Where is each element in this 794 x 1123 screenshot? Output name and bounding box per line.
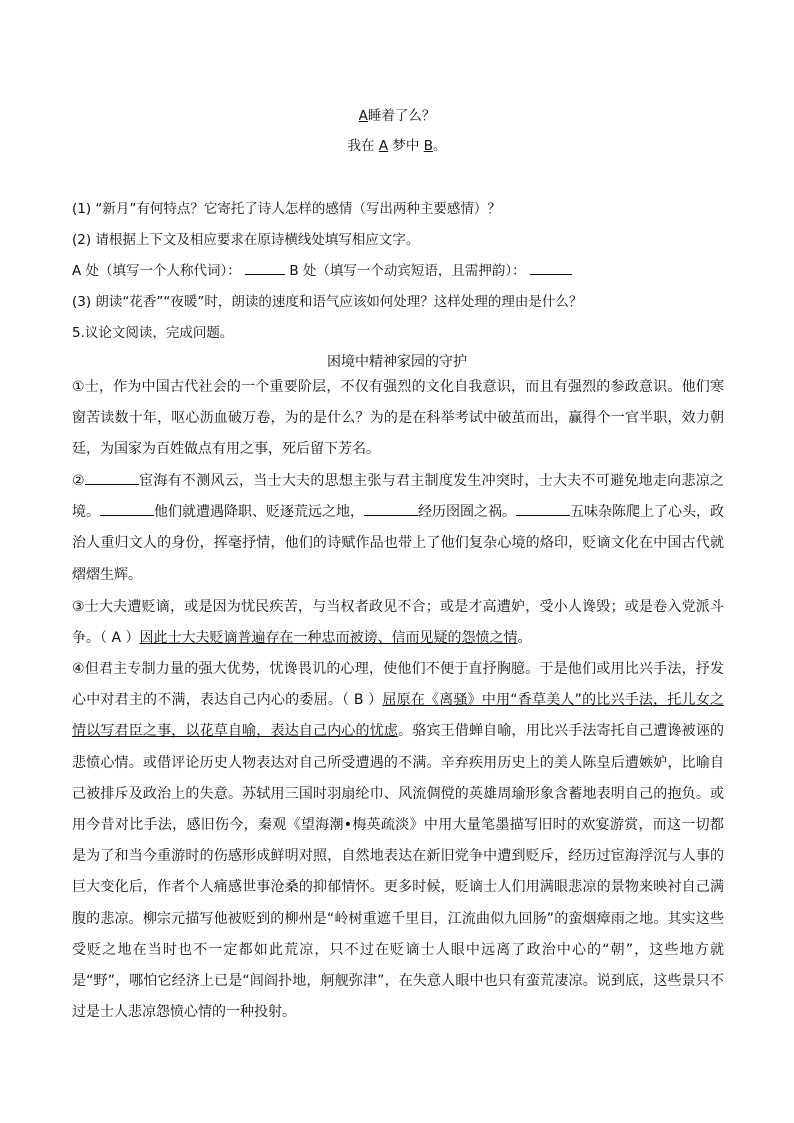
poem-line-2-pre: 我在 (347, 138, 379, 154)
article-blank-2[interactable] (100, 501, 154, 516)
poem-blank-a: A (358, 108, 368, 124)
paragraph-3-end: 。 (517, 630, 532, 647)
article-paragraph-2 (72, 466, 724, 591)
article-paragraph-1: ①士，作为中国古代社会的一个重要阶层，不仅有强烈的文化自我意识，而且有强烈的参政意识。他们寒窗苦读数十年，呕心沥血破万卷，为的是什么？为的是在科举考试中破茧而出，赢得个一官半职，效力朝廷，为国家为百姓做点有用之事，死后留下芳名。 (72, 379, 724, 458)
fill-a-blank[interactable] (245, 260, 285, 275)
question-3: (3) 朗读“花香”“夜暖”时，朗读的速度和语气应该如何处理？这样处理的理由是什么？ (72, 294, 583, 310)
paragraph-2-sentence-1: 宦海有不测风云，当士大夫的思想主张与君主制度发生冲突时，士大夫不可避免地走向悲凉之境。 (72, 473, 724, 521)
poem-blank-a: A (378, 138, 389, 154)
paragraph-4-intro: ④但君主专制力量的强大优势，忧谗畏讥的心理，使他们不便于直抒胸臆。于是他们或用比兴手法，抒发心中对君主的不满，表达自己内心的委屈。（ B ） (72, 661, 724, 709)
question-2: (2) 请根据上下文及相应要求在原诗横线处填写相应文字。 (72, 232, 420, 248)
paragraph-2-sentence-2: 他们就遭遇降职、贬逐荒远之地， (154, 504, 364, 521)
poem-line-2 (0, 134, 794, 154)
paragraph-2-sentence-4: 五味杂陈爬上了心头，政治人重归文人的身份，挥毫抒情，他们的诗赋作品也带上了他们复杂心境的烙印，贬谪文化在中国古代就熠熠生辉。 (72, 504, 724, 583)
paragraph-2-number: ② (72, 473, 85, 489)
paragraph-4-body: 。骆宾王借蝉自喻，用比兴手法寄托自己遭谗被诬的悲愤心情。或借评论历史人物表达对自己所受遭遇的不满。辛弃疾用历史上的美人陈皇后遭嫉妒，比喻自己被排斥及政治上的失意。苏轼用三国时羽扇纶巾、风流倜傥的英雄周瑜形象含蓄地表明自己的抱负。或用今昔对比手法，感旧伤今，秦观《望海潮•梅英疏淡》中用大量笔墨描写旧时的欢宴游赏，而这一切都是为了和当今重游时的伤感形成鲜明对照，自然地表达在新旧党争中遭到贬斥，经历过宦海浮沉与人事的巨大变化后，作者个人痛感世事沧桑的抑郁情怀。更多时候，贬谪士人们用满眼悲凉的景物来映衬自己满腹的悲凉。柳宗元描写他被贬到的柳州是“岭树重遮千里目，江流曲似九回肠”的蛮烟瘴雨之地。其实这些受贬之地在当时也不一定都如此荒凉，只不过在贬谪士人眼中远离了政治中心的“朝”，这些地方就是“野”，哪怕它经济上已是“闾阎扑地，舸舰弥津”，在失意人眼中也只有蛮荒凄凉。说到底，这些景只不过是士人悲凉怨愤心情的一种投射。 (72, 723, 725, 1021)
poem-line-1 (0, 104, 794, 124)
fill-b-label: B 处（填写一个动宾短语，且需押韵）： (289, 263, 526, 279)
paragraph-3-underlined-sentence: 因此士大夫贬谪普遍存在一种忠而被谤、信而见疑的怨愤之情 (139, 630, 518, 647)
question-1: (1) “新月”有何特点？它寄托了诗人怎样的感情（写出两种主要感情）？ (72, 201, 501, 217)
article-blank-3[interactable] (364, 501, 418, 516)
poem-line-2-post: 。 (432, 138, 447, 154)
fill-b-blank[interactable] (530, 260, 572, 275)
paragraph-2-sentence-3: 经历囹圄之祸。 (418, 504, 516, 521)
article-paragraph-4 (72, 654, 724, 1028)
fill-a-label: A 处（填写一个人称代词）： (72, 263, 241, 279)
article-blank-1[interactable] (85, 470, 139, 485)
article-paragraph-3 (72, 592, 724, 654)
paragraph-4-underlined-sentence: 屈原在《离骚》中用“香草美人”的比兴手法，托儿女之情以写君臣之事，以花草自喻，表达自己内心的忧虑 (72, 692, 724, 740)
poem-blank-b: B (423, 138, 433, 154)
paragraph-3-text: ③士大夫遭贬谪，或是因为忧民疾苦，与当权者政见不合；或是才高遭妒，受小人谗毁；或是卷入党派斗争。（ A ） (72, 599, 724, 647)
poem-line-1-text: 睡着了么？ (367, 108, 436, 124)
section-5-heading: 5.议论文阅读，完成问题。 (72, 325, 234, 341)
question-2-fill-line (72, 259, 572, 279)
article-title: 困境中精神家园的守护 (327, 354, 467, 370)
article-blank-4[interactable] (516, 501, 570, 516)
poem-line-2-mid: 梦中 (388, 138, 424, 154)
